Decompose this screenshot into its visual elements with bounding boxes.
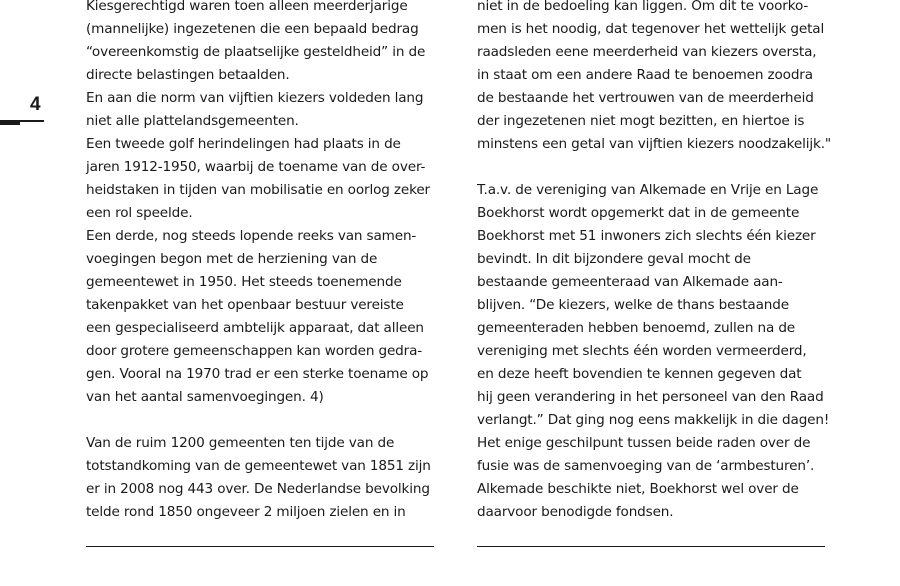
right-column-footer-rule xyxy=(477,546,825,547)
text-line: der ingezetenen niet mogt bezitten, en hiertoe is xyxy=(477,113,805,129)
text-line: minstens een getal van vijftien kiezers noodzakelijk." xyxy=(477,136,831,152)
text-line: er in 2008 nog 443 over. De Nederlandse bevolking xyxy=(86,481,430,497)
left-column-footer-rule xyxy=(86,546,434,547)
right-text-column xyxy=(477,0,829,524)
page-number: 4 xyxy=(30,94,41,115)
text-line: directe belastingen betaalden. xyxy=(86,67,290,83)
text-line: Een tweede golf herindelingen had plaats in de xyxy=(86,136,401,152)
text-line: niet in de bedoeling kan liggen. Om dit te voorko- xyxy=(477,0,809,14)
text-line: T.a.v. de vereniging van Alkemade en Vrije en Lage xyxy=(477,182,819,198)
text-line: takenpakket van het openbaar bestuur vereiste xyxy=(86,297,404,313)
text-line: En aan die norm van vijftien kiezers voldeden lang xyxy=(86,90,424,106)
text-line: verlangt.” Dat ging nog eens makkelijk in die dagen! xyxy=(477,412,830,428)
text-line: fusie was de samenvoeging van de ‘armbesturen’. xyxy=(477,458,815,474)
text-line: Het enige geschilpunt tussen beide raden over de xyxy=(477,435,811,451)
text-line: de bestaande het vertrouwen van de meerderheid xyxy=(477,90,814,106)
text-line: hij geen verandering in het personeel van den Raad xyxy=(477,389,824,405)
text-line: heidstaken in tijden van mobilisatie en oorlog zeker xyxy=(86,182,430,198)
text-line: een gespecialiseerd ambtelijk apparaat, dat alleen xyxy=(86,320,424,336)
text-line: bevindt. In dit bijzondere geval mocht de xyxy=(477,251,751,267)
left-text-column xyxy=(86,0,438,524)
text-line: daarvoor benodigde fondsen. xyxy=(477,504,674,520)
text-line: en deze heeft bovendien te kennen gegeven dat xyxy=(477,366,802,382)
text-line: voegingen begon met de herziening van de xyxy=(86,251,378,267)
text-line: vereniging met slechts één worden vermeerderd, xyxy=(477,343,807,359)
text-line: raadsleden eene meerderheid van kiezers oversta, xyxy=(477,44,817,60)
text-line: gemeentewet in 1950. Het steeds toenemende xyxy=(86,274,402,290)
text-line xyxy=(477,156,829,179)
text-line: niet alle plattelandsgemeenten. xyxy=(86,113,299,129)
text-line: (mannelijke) ingezetenen die een bepaald bedrag xyxy=(86,21,419,37)
text-line: “overeenkomstig de plaatselijke gesteldheid” in de xyxy=(86,44,426,60)
text-line: Alkemade beschikte niet, Boekhorst wel over de xyxy=(477,481,799,497)
text-line: Van de ruim 1200 gemeenten ten tijde van de xyxy=(86,435,395,451)
text-line: Een derde, nog steeds lopende reeks van samen- xyxy=(86,228,417,244)
text-line: blijven. “De kiezers, welke de thans bestaande xyxy=(477,297,789,313)
text-line: Kiesgerechtigd waren toen alleen meerderjarige xyxy=(86,0,408,14)
text-line: van het aantal samenvoegingen. 4) xyxy=(86,389,324,405)
text-line: men is het noodig, dat tegenover het wettelijk getal xyxy=(477,21,825,37)
text-line: gemeenteraden hebben benoemd, zullen na de xyxy=(477,320,796,336)
text-line: gen. Vooral na 1970 trad er een sterke toename op xyxy=(86,366,429,382)
text-line: een rol speelde. xyxy=(86,205,193,221)
margin-rule-marker xyxy=(0,120,20,125)
text-line: jaren 1912-1950, waarbij de toename van de over- xyxy=(86,159,426,175)
text-line: door grotere gemeenschappen kan worden gedra- xyxy=(86,343,423,359)
text-line: telde rond 1850 ongeveer 2 miljoen zielen en in xyxy=(86,504,406,520)
text-line xyxy=(86,409,438,432)
text-line: Boekhorst met 51 inwoners zich slechts één kiezer xyxy=(477,228,816,244)
text-line: totstandkoming van de gemeentewet van 1851 zijn xyxy=(86,458,431,474)
text-line: Boekhorst wordt opgemerkt dat in de gemeente xyxy=(477,205,800,221)
text-line: in staat om een andere Raad te benoemen zoodra xyxy=(477,67,813,83)
text-line: bestaande gemeenteraad van Alkemade aan- xyxy=(477,274,783,290)
